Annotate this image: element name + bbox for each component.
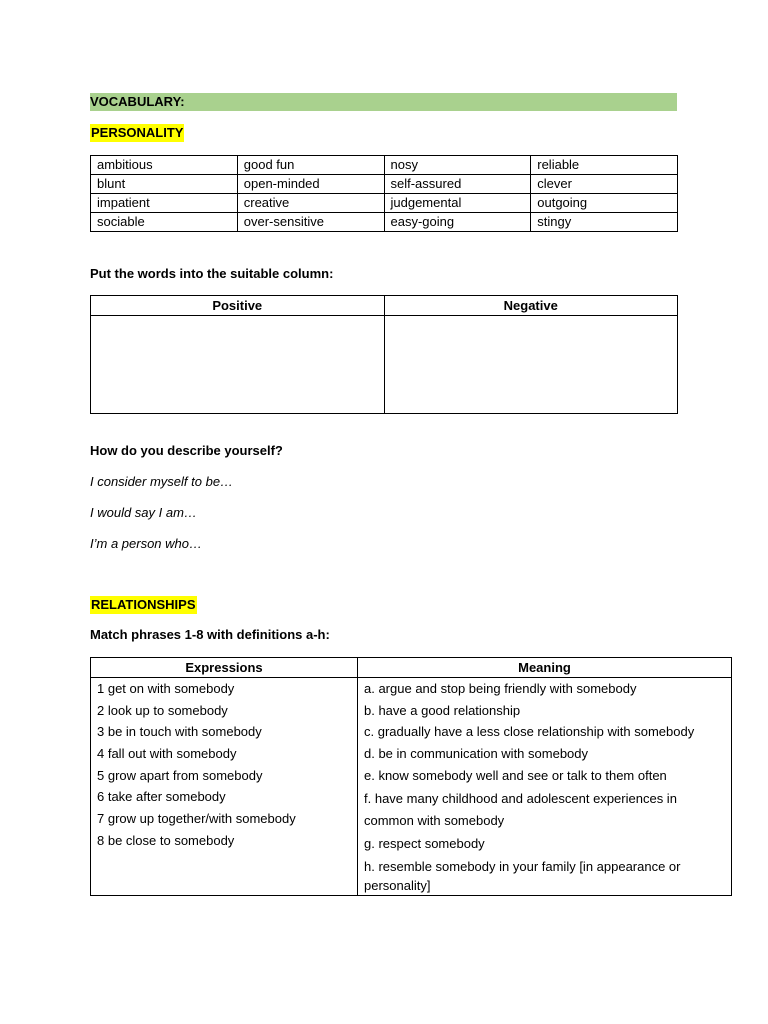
word-cell: over-sensitive [237, 213, 384, 232]
describe-question: How do you describe yourself? [90, 443, 283, 458]
word-cell: clever [531, 175, 678, 194]
expressions-header: Expressions [91, 658, 358, 678]
table-row [91, 194, 678, 213]
expression-item: 7 grow up together/with somebody [97, 811, 296, 827]
describe-prompt: I’m a person who… [90, 536, 202, 551]
word-cell: good fun [237, 156, 384, 175]
word-cell: sociable [91, 213, 238, 232]
word-cell: judgemental [384, 194, 531, 213]
positive-header: Positive [91, 296, 385, 316]
expression-item: 8 be close to somebody [97, 832, 235, 848]
expressions-column [91, 678, 358, 896]
expression-item: 2 look up to somebody [97, 702, 228, 718]
meaning-header: Meaning [358, 658, 732, 678]
vocabulary-heading: VOCABULARY: [90, 93, 677, 111]
negative-header: Negative [384, 296, 678, 316]
word-cell: stingy [531, 213, 678, 232]
expression-item: 1 get on with somebody [97, 681, 235, 696]
meaning-item: h. resemble somebody in your family [in appearance or personality] [364, 858, 681, 893]
positive-column-cell[interactable] [91, 316, 385, 414]
meaning-item: e. know somebody well and see or talk to them often [364, 767, 667, 783]
word-cell: reliable [531, 156, 678, 175]
word-cell: nosy [384, 156, 531, 175]
word-cell: open-minded [237, 175, 384, 194]
table-row [91, 213, 678, 232]
positive-negative-table [90, 295, 678, 414]
word-cell: impatient [91, 194, 238, 213]
word-cell: creative [237, 194, 384, 213]
personality-heading: PERSONALITY [91, 125, 184, 140]
table-row [91, 175, 678, 194]
meaning-item: a. argue and stop being friendly with somebody [364, 681, 637, 696]
meaning-item: d. be in communication with somebody [364, 746, 589, 762]
expressions-table [90, 657, 732, 896]
word-cell: easy-going [384, 213, 531, 232]
personality-words-table [90, 155, 678, 232]
word-cell: ambitious [91, 156, 238, 175]
describe-prompt: I would say I am… [90, 505, 197, 520]
meanings-column [358, 678, 732, 896]
word-cell: outgoing [531, 194, 678, 213]
expression-item: 5 grow apart from somebody [97, 767, 263, 783]
match-instruction: Match phrases 1-8 with definitions a-h: [90, 627, 330, 642]
word-cell: self-assured [384, 175, 531, 194]
meaning-item: c. gradually have a less close relationship with somebody [364, 724, 695, 740]
expression-item: 4 fall out with somebody [97, 746, 237, 762]
table-row [91, 156, 678, 175]
relationships-heading: RELATIONSHIPS [91, 597, 196, 612]
negative-column-cell[interactable] [384, 316, 678, 414]
meaning-item: f. have many childhood and adolescent experiences in common with somebody [364, 791, 677, 829]
expression-item: 3 be in touch with somebody [97, 724, 262, 740]
sort-instruction: Put the words into the suitable column: [90, 266, 334, 281]
meaning-item: b. have a good relationship [364, 702, 521, 718]
word-cell: blunt [91, 175, 238, 194]
expression-item: 6 take after somebody [97, 789, 226, 805]
meaning-item: g. respect somebody [364, 835, 485, 851]
describe-prompt: I consider myself to be… [90, 474, 234, 489]
